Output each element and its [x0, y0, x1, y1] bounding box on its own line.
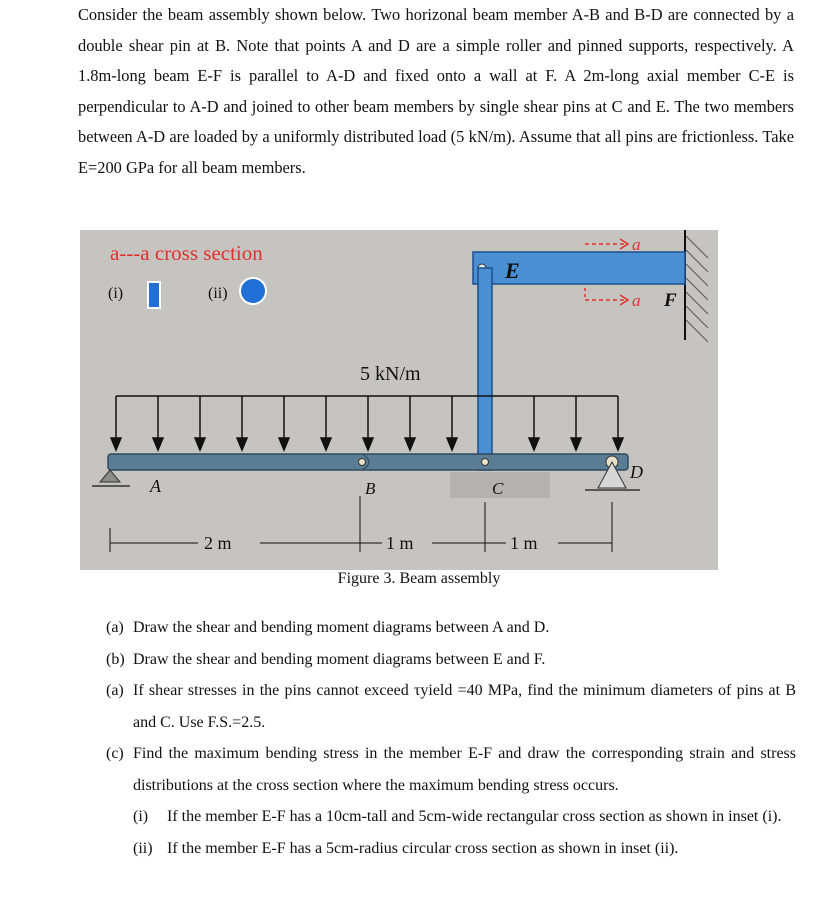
label-d: D: [630, 462, 643, 482]
question-text: Draw the shear and bending moment diagrams between A and D.: [133, 619, 550, 636]
question-list: [106, 612, 796, 864]
label-f: F: [664, 290, 677, 311]
section-marker-top-label: a: [632, 235, 641, 254]
question-item: [106, 738, 796, 801]
subquestion-item: [106, 801, 796, 833]
section-marker-bottom-label: a: [632, 291, 641, 310]
question-label: (c): [106, 745, 124, 762]
load-label: 5 kN/m: [360, 363, 421, 385]
inset-ii-label: (ii): [208, 285, 228, 302]
label-b: B: [365, 479, 376, 498]
question-text: Find the maximum bending stress in the member E-F and draw the corresponding strain and stress distributions at the cross section where the maximum bending stress occurs.: [133, 745, 796, 794]
inset-circle-section: [240, 278, 266, 304]
question-item: [106, 675, 796, 738]
dimension-cd: 1 m: [510, 533, 538, 553]
label-c: C: [492, 479, 504, 498]
dimension-ab: 2 m: [204, 533, 232, 553]
subquestion-label: (i): [133, 808, 149, 825]
inset-title: a---a cross section: [110, 241, 263, 265]
inset-rectangle-section: [148, 282, 160, 308]
question-item: [106, 612, 796, 644]
subquestion-text: If the member E-F has a 10cm-tall and 5cm-wide rectangular cross section as shown in inset (i).: [167, 808, 782, 825]
question-label: (b): [106, 650, 125, 668]
question-text: Draw the shear and bending moment diagrams between E and F.: [133, 650, 546, 668]
problem-paragraph: Consider the beam assembly shown below. Two horizonal beam member A-B and B-D are connected by a double shear pin at B. Note that points A and D are a simple roller and pinned supports, respectively. A 1.8m-long beam E-F is parallel to A-D and fixed onto a wall at F. A 2m-long axial member C-E is perpendicular to A-D and joined to other beam members by single shear pins at C and E. The two members between A-D are loaded by a uniformly distributed load (5 kN/m). Assume that all pins are frictionless. Take E=200 GPa for all beam members.: [78, 5, 794, 177]
subquestion-text: If the member E-F has a 5cm-radius circular cross section as shown in inset (ii).: [167, 839, 679, 857]
figure-caption: Figure 3. Beam assembly: [337, 570, 501, 587]
inset-i-label: (i): [108, 285, 124, 302]
beam-a-d: [108, 454, 628, 470]
beam-figure-svg: [80, 230, 718, 570]
question-text: If shear stresses in the pins cannot exceed τyield =40 MPa, find the minimum diameters of pins at B and C. Use F.S.=2.5.: [133, 682, 796, 731]
pin-c: [482, 459, 489, 466]
label-a: A: [150, 476, 161, 496]
question-item: [106, 644, 796, 676]
pin-b: [359, 459, 366, 466]
problem-statement: [78, 0, 794, 183]
question-label: (a): [106, 619, 124, 636]
member-c-e: [478, 268, 492, 470]
question-label: (a): [106, 682, 124, 699]
subquestion-item: [106, 833, 796, 865]
label-e: E: [505, 258, 520, 283]
dimension-bc: 1 m: [386, 533, 414, 553]
beam-figure: [80, 230, 718, 570]
subquestion-label: (ii): [133, 839, 153, 857]
